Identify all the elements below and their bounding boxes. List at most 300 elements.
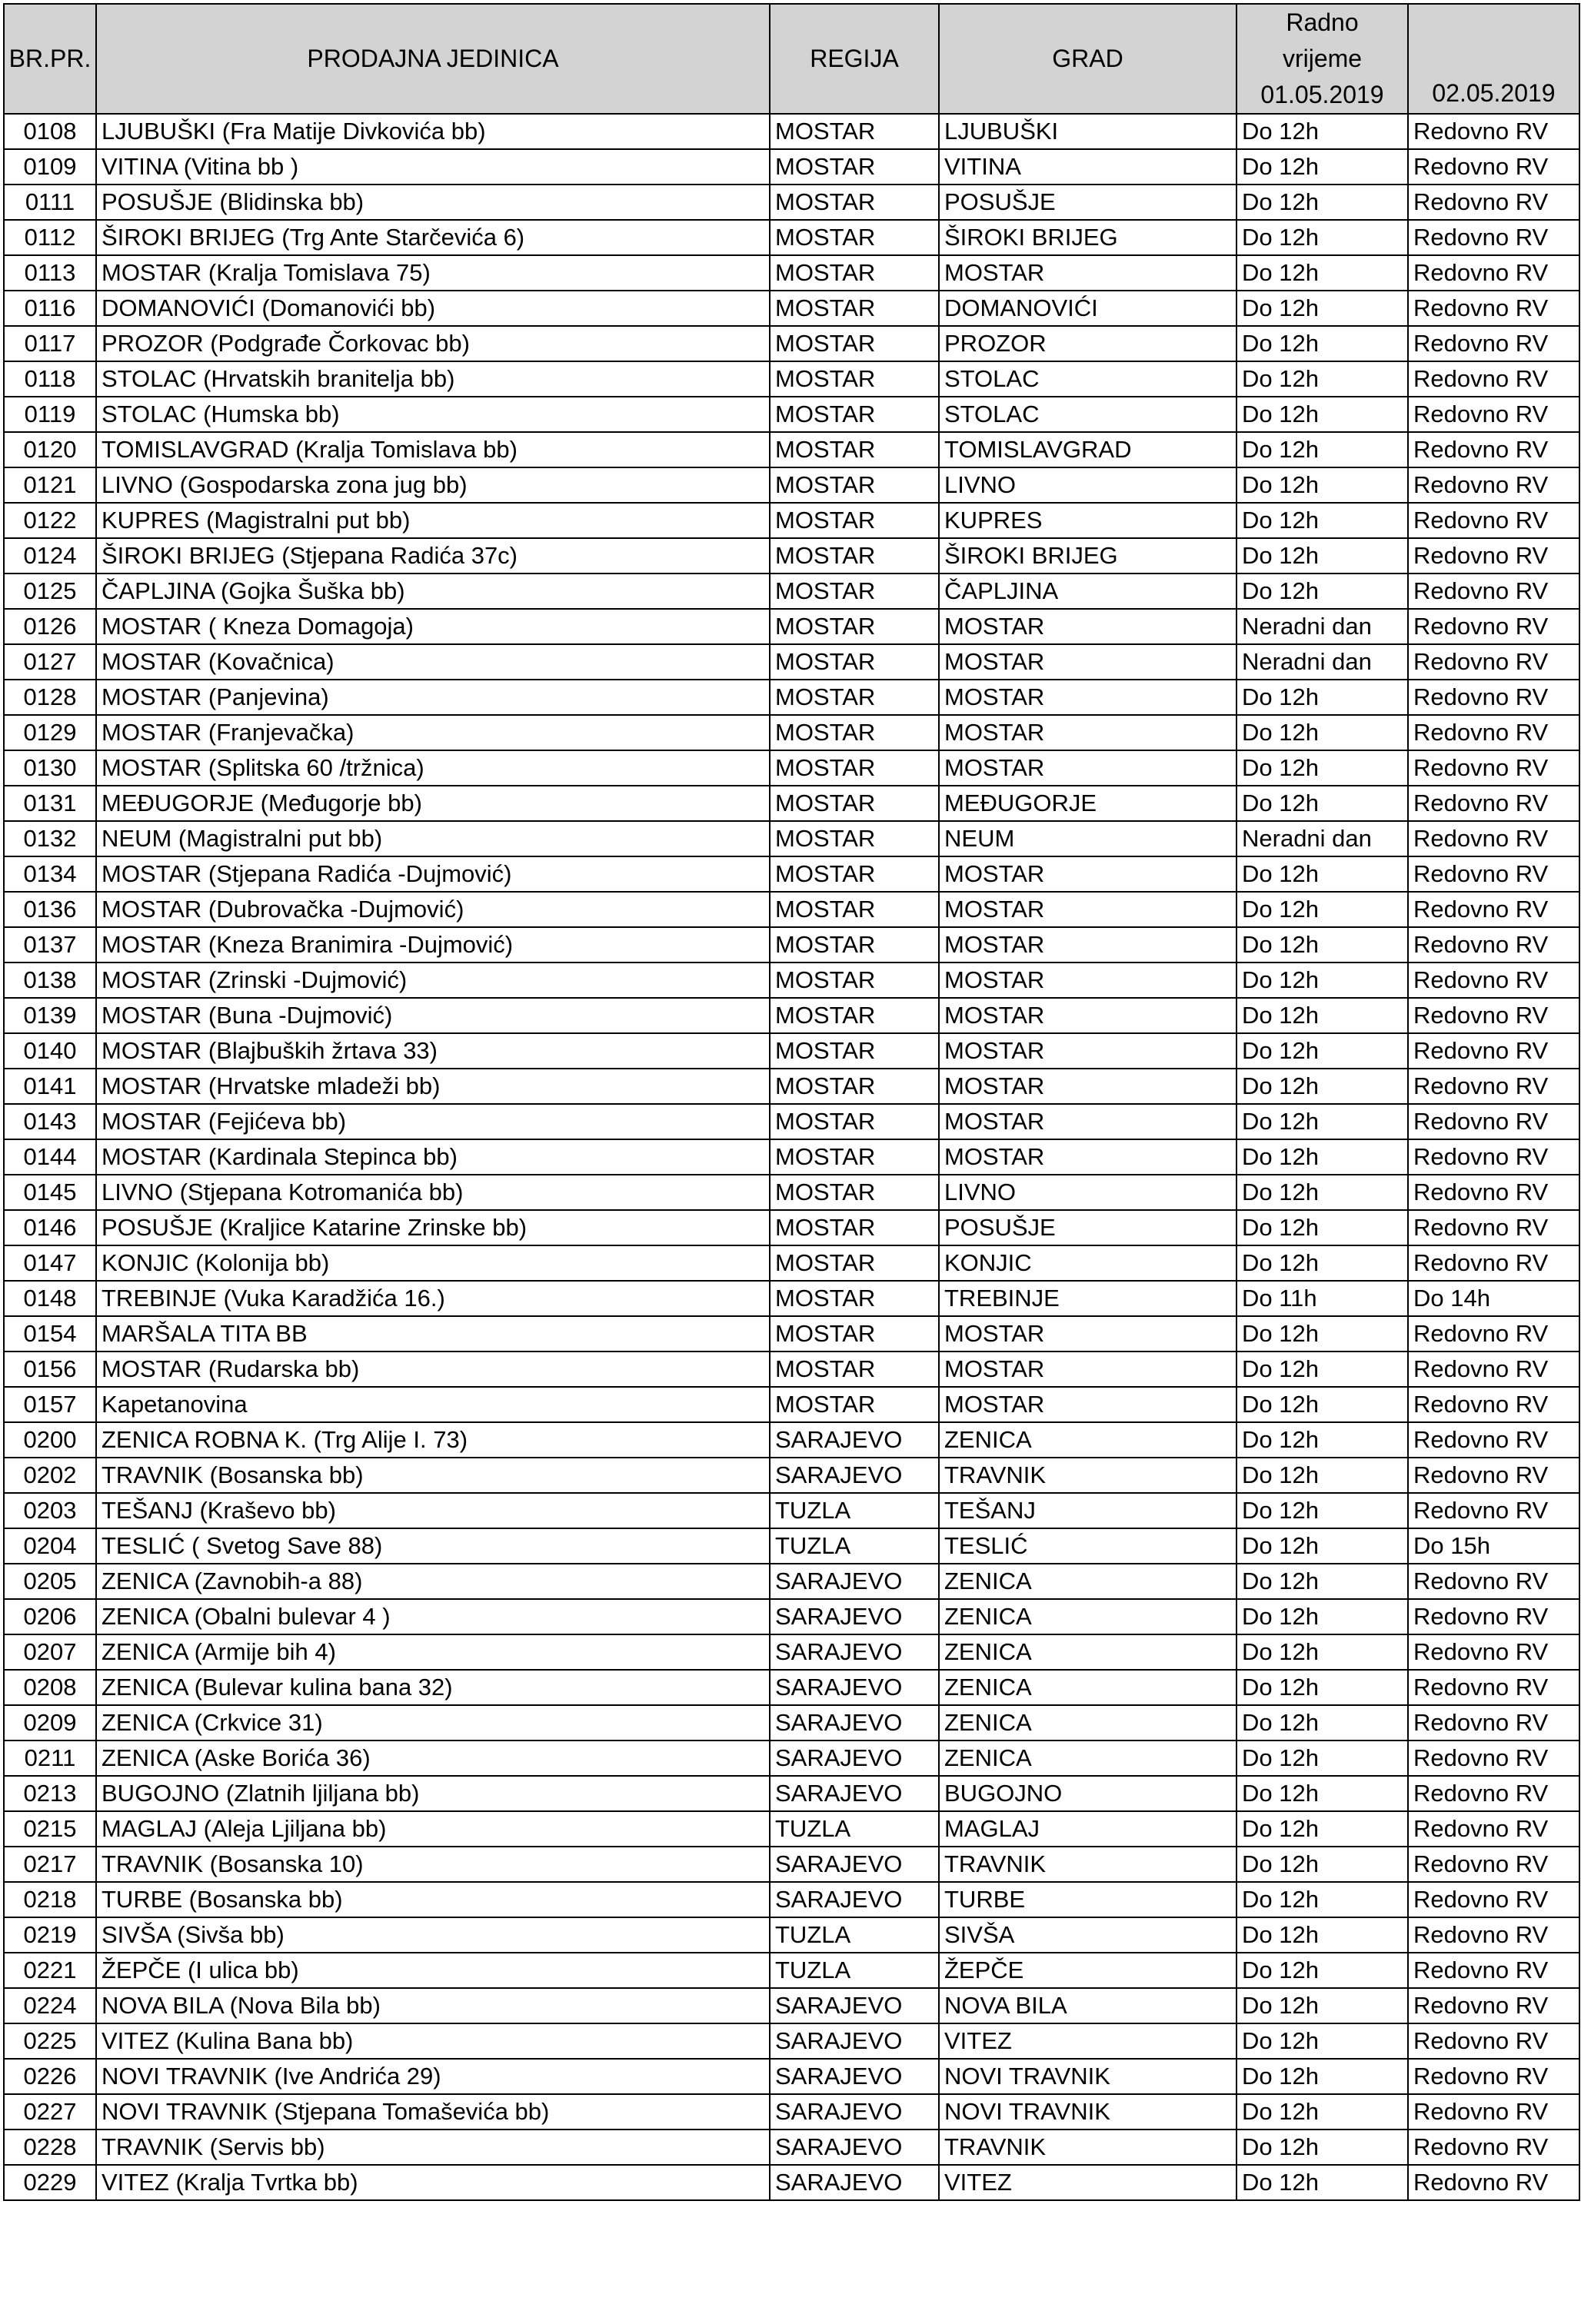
table-row	[4, 786, 1579, 821]
table-row	[4, 361, 1579, 397]
cell-sales-unit: ZENICA (Crkvice 31)	[96, 1705, 770, 1741]
cell-hours-date2: Redovno RV	[1408, 574, 1579, 609]
cell-sales-unit: POSUŠJE (Kraljice Katarine Zrinske bb)	[96, 1210, 770, 1245]
cell-hours-date2: Redovno RV	[1408, 1245, 1579, 1281]
cell-hours-date1: Do 12h	[1237, 220, 1408, 255]
table-row	[4, 1917, 1579, 1953]
cell-hours-date1: Do 11h	[1237, 1281, 1408, 1316]
table-row	[4, 1741, 1579, 1776]
cell-hours-date2: Redovno RV	[1408, 1175, 1579, 1210]
table-row	[4, 1953, 1579, 1988]
cell-city: MOSTAR	[939, 750, 1237, 786]
cell-sales-unit: BUGOJNO (Zlatnih ljiljana bb)	[96, 1776, 770, 1811]
cell-hours-date1: Do 12h	[1237, 1493, 1408, 1528]
cell-hours-date1: Do 12h	[1237, 1670, 1408, 1705]
cell-hours-date2: Redovno RV	[1408, 1847, 1579, 1882]
cell-sales-unit: ŠIROKI BRIJEG (Trg Ante Starčevića 6)	[96, 220, 770, 255]
table-row	[4, 680, 1579, 715]
cell-hours-date1: Do 12h	[1237, 2059, 1408, 2094]
cell-hours-date2: Redovno RV	[1408, 220, 1579, 255]
cell-region: MOSTAR	[770, 220, 939, 255]
header-code: BR.PR.	[4, 4, 96, 114]
cell-code: 0134	[4, 856, 96, 892]
cell-hours-date1: Do 12h	[1237, 361, 1408, 397]
cell-city: KONJIC	[939, 1245, 1237, 1281]
table-row	[4, 1033, 1579, 1069]
cell-city: ČAPLJINA	[939, 574, 1237, 609]
cell-hours-date1: Neradni dan	[1237, 821, 1408, 856]
cell-sales-unit: LJUBUŠKI (Fra Matije Divkovića bb)	[96, 114, 770, 149]
cell-hours-date1: Do 12h	[1237, 1033, 1408, 1069]
cell-sales-unit: MOSTAR (Hrvatske mladeži bb)	[96, 1069, 770, 1104]
cell-region: SARAJEVO	[770, 1599, 939, 1634]
cell-hours-date1: Do 12h	[1237, 1882, 1408, 1917]
cell-city: MOSTAR	[939, 1387, 1237, 1422]
cell-city: ŽEPČE	[939, 1953, 1237, 1988]
cell-hours-date2: Redovno RV	[1408, 1069, 1579, 1104]
cell-region: MOSTAR	[770, 892, 939, 927]
cell-region: MOSTAR	[770, 715, 939, 750]
cell-sales-unit: TRAVNIK (Bosanska bb)	[96, 1458, 770, 1493]
cell-hours-date1: Do 12h	[1237, 1741, 1408, 1776]
table-header	[4, 4, 1579, 114]
cell-hours-date1: Do 12h	[1237, 574, 1408, 609]
table-row	[4, 1422, 1579, 1458]
cell-sales-unit: VITINA (Vitina bb )	[96, 149, 770, 185]
cell-hours-date1: Do 12h	[1237, 680, 1408, 715]
cell-region: MOSTAR	[770, 503, 939, 538]
cell-region: SARAJEVO	[770, 1564, 939, 1599]
header-row	[4, 4, 1579, 114]
cell-city: MOSTAR	[939, 927, 1237, 963]
cell-region: TUZLA	[770, 1811, 939, 1847]
cell-region: MOSTAR	[770, 1352, 939, 1387]
table-row	[4, 856, 1579, 892]
cell-city: MOSTAR	[939, 856, 1237, 892]
cell-code: 0221	[4, 1953, 96, 1988]
cell-hours-date2: Redovno RV	[1408, 1210, 1579, 1245]
table-row	[4, 1352, 1579, 1387]
cell-hours-date2: Redovno RV	[1408, 1493, 1579, 1528]
cell-code: 0205	[4, 1564, 96, 1599]
cell-code: 0146	[4, 1210, 96, 1245]
cell-hours-date2: Redovno RV	[1408, 361, 1579, 397]
cell-code: 0113	[4, 255, 96, 291]
cell-region: TUZLA	[770, 1917, 939, 1953]
cell-sales-unit: MARŠALA TITA BB	[96, 1316, 770, 1352]
cell-hours-date1: Do 12h	[1237, 114, 1408, 149]
cell-hours-date2: Redovno RV	[1408, 538, 1579, 574]
cell-code: 0203	[4, 1493, 96, 1528]
cell-city: PROZOR	[939, 326, 1237, 361]
cell-city: ZENICA	[939, 1422, 1237, 1458]
cell-city: TOMISLAVGRAD	[939, 432, 1237, 467]
cell-region: MOSTAR	[770, 326, 939, 361]
cell-city: POSUŠJE	[939, 185, 1237, 220]
cell-hours-date2: Redovno RV	[1408, 786, 1579, 821]
cell-region: MOSTAR	[770, 1281, 939, 1316]
cell-city: POSUŠJE	[939, 1210, 1237, 1245]
cell-sales-unit: LIVNO (Gospodarska zona jug bb)	[96, 467, 770, 503]
table-row	[4, 326, 1579, 361]
cell-code: 0131	[4, 786, 96, 821]
cell-code: 0137	[4, 927, 96, 963]
table-row	[4, 1670, 1579, 1705]
cell-city: VITINA	[939, 149, 1237, 185]
cell-city: ŠIROKI BRIJEG	[939, 220, 1237, 255]
cell-hours-date1: Do 12h	[1237, 1528, 1408, 1564]
cell-city: MOSTAR	[939, 1069, 1237, 1104]
cell-sales-unit: TESLIĆ ( Svetog Save 88)	[96, 1528, 770, 1564]
cell-hours-date2: Redovno RV	[1408, 1741, 1579, 1776]
cell-hours-date1: Do 12h	[1237, 538, 1408, 574]
cell-region: MOSTAR	[770, 680, 939, 715]
cell-code: 0213	[4, 1776, 96, 1811]
cell-city: BUGOJNO	[939, 1776, 1237, 1811]
table-row	[4, 750, 1579, 786]
cell-hours-date2: Redovno RV	[1408, 644, 1579, 680]
cell-hours-date1: Do 12h	[1237, 397, 1408, 432]
cell-code: 0157	[4, 1387, 96, 1422]
table-row	[4, 998, 1579, 1033]
cell-hours-date2: Redovno RV	[1408, 1033, 1579, 1069]
cell-code: 0145	[4, 1175, 96, 1210]
cell-code: 0208	[4, 1670, 96, 1705]
cell-sales-unit: SIVŠA (Sivša bb)	[96, 1917, 770, 1953]
cell-hours-date2: Redovno RV	[1408, 680, 1579, 715]
cell-code: 0116	[4, 291, 96, 326]
cell-city: VITEZ	[939, 2023, 1237, 2059]
cell-hours-date2: Redovno RV	[1408, 1422, 1579, 1458]
cell-city: DOMANOVIĆI	[939, 291, 1237, 326]
cell-code: 0127	[4, 644, 96, 680]
cell-region: MOSTAR	[770, 361, 939, 397]
cell-hours-date1: Do 12h	[1237, 185, 1408, 220]
cell-hours-date1: Do 12h	[1237, 1422, 1408, 1458]
cell-code: 0147	[4, 1245, 96, 1281]
cell-hours-date1: Do 12h	[1237, 1139, 1408, 1175]
cell-sales-unit: MOSTAR (Kovačnica)	[96, 644, 770, 680]
table-row	[4, 1104, 1579, 1139]
cell-region: MOSTAR	[770, 750, 939, 786]
working-hours-table	[3, 3, 1580, 2201]
table-row	[4, 503, 1579, 538]
cell-hours-date2: Redovno RV	[1408, 1104, 1579, 1139]
cell-code: 0112	[4, 220, 96, 255]
cell-hours-date2: Redovno RV	[1408, 2130, 1579, 2165]
table-row	[4, 467, 1579, 503]
cell-city: LIVNO	[939, 467, 1237, 503]
cell-hours-date2: Redovno RV	[1408, 432, 1579, 467]
cell-city: MOSTAR	[939, 892, 1237, 927]
cell-sales-unit: KUPRES (Magistralni put bb)	[96, 503, 770, 538]
table-row	[4, 609, 1579, 644]
cell-sales-unit: VITEZ (Kralja Tvrtka bb)	[96, 2165, 770, 2200]
cell-region: SARAJEVO	[770, 2059, 939, 2094]
table-row	[4, 220, 1579, 255]
cell-hours-date1: Do 12h	[1237, 1705, 1408, 1741]
cell-region: MOSTAR	[770, 149, 939, 185]
cell-hours-date2: Redovno RV	[1408, 1387, 1579, 1422]
cell-sales-unit: MOSTAR (Panjevina)	[96, 680, 770, 715]
cell-sales-unit: NOVI TRAVNIK (Stjepana Tomaševića bb)	[96, 2094, 770, 2130]
table-row	[4, 1316, 1579, 1352]
cell-city: TURBE	[939, 1882, 1237, 1917]
cell-hours-date2: Redovno RV	[1408, 1458, 1579, 1493]
cell-hours-date1: Do 12h	[1237, 1069, 1408, 1104]
cell-code: 0120	[4, 432, 96, 467]
cell-code: 0117	[4, 326, 96, 361]
cell-hours-date2: Redovno RV	[1408, 1811, 1579, 1847]
cell-sales-unit: MOSTAR (Franjevačka)	[96, 715, 770, 750]
cell-hours-date2: Redovno RV	[1408, 1917, 1579, 1953]
cell-region: MOSTAR	[770, 927, 939, 963]
cell-hours-date1: Do 12h	[1237, 1175, 1408, 1210]
cell-hours-date2: Redovno RV	[1408, 892, 1579, 927]
cell-hours-date2: Redovno RV	[1408, 856, 1579, 892]
cell-city: MOSTAR	[939, 1033, 1237, 1069]
table-row	[4, 1882, 1579, 1917]
cell-code: 0156	[4, 1352, 96, 1387]
cell-hours-date1: Do 12h	[1237, 786, 1408, 821]
cell-region: SARAJEVO	[770, 1741, 939, 1776]
cell-hours-date2: Redovno RV	[1408, 1564, 1579, 1599]
table-row	[4, 892, 1579, 927]
cell-sales-unit: MOSTAR (Stjepana Radića -Dujmović)	[96, 856, 770, 892]
cell-hours-date1: Do 12h	[1237, 326, 1408, 361]
cell-region: MOSTAR	[770, 397, 939, 432]
cell-sales-unit: NEUM (Magistralni put bb)	[96, 821, 770, 856]
header-radno-line2: vrijeme	[1282, 45, 1363, 72]
cell-hours-date2: Redovno RV	[1408, 1316, 1579, 1352]
cell-region: MOSTAR	[770, 821, 939, 856]
cell-sales-unit: ZENICA (Bulevar kulina bana 32)	[96, 1670, 770, 1705]
cell-region: TUZLA	[770, 1493, 939, 1528]
cell-region: SARAJEVO	[770, 1670, 939, 1705]
cell-sales-unit: LIVNO (Stjepana Kotromanića bb)	[96, 1175, 770, 1210]
header-radno-line1: Radno	[1286, 8, 1359, 36]
cell-city: TEŠANJ	[939, 1493, 1237, 1528]
cell-hours-date1: Do 12h	[1237, 2094, 1408, 2130]
cell-hours-date1: Do 12h	[1237, 432, 1408, 467]
cell-hours-date2: Redovno RV	[1408, 2094, 1579, 2130]
cell-hours-date1: Do 12h	[1237, 1316, 1408, 1352]
cell-code: 0207	[4, 1634, 96, 1670]
table-row	[4, 2059, 1579, 2094]
cell-city: MOSTAR	[939, 680, 1237, 715]
cell-region: MOSTAR	[770, 856, 939, 892]
cell-hours-date2: Do 14h	[1408, 1281, 1579, 1316]
cell-region: MOSTAR	[770, 114, 939, 149]
cell-region: SARAJEVO	[770, 1634, 939, 1670]
cell-sales-unit: NOVA BILA (Nova Bila bb)	[96, 1988, 770, 2023]
cell-code: 0124	[4, 538, 96, 574]
table-row	[4, 644, 1579, 680]
cell-region: MOSTAR	[770, 538, 939, 574]
cell-city: TRAVNIK	[939, 2130, 1237, 2165]
table-row	[4, 255, 1579, 291]
table-row	[4, 1281, 1579, 1316]
cell-code: 0125	[4, 574, 96, 609]
cell-region: MOSTAR	[770, 432, 939, 467]
header-date1: 01.05.2019	[1260, 81, 1384, 108]
cell-code: 0109	[4, 149, 96, 185]
cell-code: 0200	[4, 1422, 96, 1458]
table-row	[4, 963, 1579, 998]
cell-hours-date1: Do 12h	[1237, 1564, 1408, 1599]
cell-code: 0129	[4, 715, 96, 750]
cell-code: 0209	[4, 1705, 96, 1741]
cell-code: 0136	[4, 892, 96, 927]
cell-hours-date2: Redovno RV	[1408, 2059, 1579, 2094]
cell-region: MOSTAR	[770, 963, 939, 998]
table-row	[4, 1988, 1579, 2023]
cell-city: ZENICA	[939, 1634, 1237, 1670]
cell-city: LJUBUŠKI	[939, 114, 1237, 149]
table-row	[4, 2165, 1579, 2200]
cell-code: 0122	[4, 503, 96, 538]
cell-hours-date2: Redovno RV	[1408, 1352, 1579, 1387]
cell-hours-date2: Redovno RV	[1408, 114, 1579, 149]
cell-region: MOSTAR	[770, 1033, 939, 1069]
table-row	[4, 1705, 1579, 1741]
table-row	[4, 397, 1579, 432]
cell-hours-date1: Do 12h	[1237, 1245, 1408, 1281]
cell-code: 0143	[4, 1104, 96, 1139]
cell-hours-date2: Redovno RV	[1408, 503, 1579, 538]
cell-sales-unit: MOSTAR (Kralja Tomislava 75)	[96, 255, 770, 291]
table-row	[4, 1776, 1579, 1811]
cell-code: 0139	[4, 998, 96, 1033]
cell-region: MOSTAR	[770, 255, 939, 291]
cell-code: 0148	[4, 1281, 96, 1316]
cell-sales-unit: VITEZ (Kulina Bana bb)	[96, 2023, 770, 2059]
cell-hours-date1: Do 12h	[1237, 750, 1408, 786]
cell-region: MOSTAR	[770, 1069, 939, 1104]
cell-region: MOSTAR	[770, 786, 939, 821]
cell-city: MOSTAR	[939, 1104, 1237, 1139]
cell-hours-date1: Do 12h	[1237, 503, 1408, 538]
cell-city: MOSTAR	[939, 715, 1237, 750]
cell-region: MOSTAR	[770, 644, 939, 680]
cell-code: 0229	[4, 2165, 96, 2200]
cell-hours-date1: Do 12h	[1237, 1458, 1408, 1493]
cell-hours-date2: Redovno RV	[1408, 609, 1579, 644]
cell-hours-date2: Redovno RV	[1408, 2165, 1579, 2200]
cell-region: MOSTAR	[770, 1387, 939, 1422]
cell-city: TESLIĆ	[939, 1528, 1237, 1564]
cell-code: 0202	[4, 1458, 96, 1493]
cell-hours-date2: Redovno RV	[1408, 1670, 1579, 1705]
cell-sales-unit: MOSTAR (Rudarska bb)	[96, 1352, 770, 1387]
cell-sales-unit: TURBE (Bosanska bb)	[96, 1882, 770, 1917]
cell-region: MOSTAR	[770, 609, 939, 644]
cell-code: 0144	[4, 1139, 96, 1175]
cell-hours-date1: Do 12h	[1237, 1104, 1408, 1139]
cell-hours-date1: Do 12h	[1237, 2130, 1408, 2165]
cell-sales-unit: Kapetanovina	[96, 1387, 770, 1422]
table-row	[4, 574, 1579, 609]
cell-code: 0118	[4, 361, 96, 397]
cell-region: MOSTAR	[770, 185, 939, 220]
cell-hours-date1: Do 12h	[1237, 467, 1408, 503]
cell-code: 0141	[4, 1069, 96, 1104]
cell-code: 0206	[4, 1599, 96, 1634]
cell-code: 0126	[4, 609, 96, 644]
cell-city: MOSTAR	[939, 1139, 1237, 1175]
cell-hours-date1: Do 12h	[1237, 715, 1408, 750]
cell-code: 0219	[4, 1917, 96, 1953]
cell-city: MOSTAR	[939, 609, 1237, 644]
cell-sales-unit: ZENICA (Obalni bulevar 4 )	[96, 1599, 770, 1634]
cell-code: 0119	[4, 397, 96, 432]
cell-hours-date2: Redovno RV	[1408, 1953, 1579, 1988]
table-row	[4, 1528, 1579, 1564]
cell-city: TRAVNIK	[939, 1847, 1237, 1882]
cell-hours-date1: Do 12h	[1237, 1599, 1408, 1634]
table-row	[4, 2094, 1579, 2130]
table-row	[4, 114, 1579, 149]
cell-sales-unit: MOSTAR (Kneza Branimira -Dujmović)	[96, 927, 770, 963]
cell-code: 0140	[4, 1033, 96, 1069]
cell-hours-date2: Redovno RV	[1408, 1776, 1579, 1811]
cell-sales-unit: TEŠANJ (Kraševo bb)	[96, 1493, 770, 1528]
cell-hours-date1: Do 12h	[1237, 1953, 1408, 1988]
header-sales-unit: PRODAJNA JEDINICA	[96, 4, 770, 114]
cell-region: TUZLA	[770, 1953, 939, 1988]
cell-region: SARAJEVO	[770, 2023, 939, 2059]
cell-city: ZENICA	[939, 1599, 1237, 1634]
table-row	[4, 1245, 1579, 1281]
table-row	[4, 1210, 1579, 1245]
cell-sales-unit: MAGLAJ (Aleja Ljiljana bb)	[96, 1811, 770, 1847]
table-row	[4, 927, 1579, 963]
cell-region: MOSTAR	[770, 1104, 939, 1139]
table-row	[4, 715, 1579, 750]
cell-code: 0111	[4, 185, 96, 220]
table-row	[4, 1387, 1579, 1422]
cell-code: 0121	[4, 467, 96, 503]
cell-hours-date2: Redovno RV	[1408, 2023, 1579, 2059]
table-row	[4, 149, 1579, 185]
header-region: REGIJA	[770, 4, 939, 114]
cell-hours-date1: Do 12h	[1237, 1210, 1408, 1245]
cell-hours-date2: Redovno RV	[1408, 291, 1579, 326]
cell-sales-unit: TRAVNIK (Servis bb)	[96, 2130, 770, 2165]
cell-city: NEUM	[939, 821, 1237, 856]
cell-city: MEĐUGORJE	[939, 786, 1237, 821]
table-row	[4, 2023, 1579, 2059]
cell-hours-date2: Redovno RV	[1408, 397, 1579, 432]
cell-city: ZENICA	[939, 1670, 1237, 1705]
table-row	[4, 185, 1579, 220]
cell-city: LIVNO	[939, 1175, 1237, 1210]
table-row	[4, 2130, 1579, 2165]
cell-hours-date1: Do 12h	[1237, 998, 1408, 1033]
cell-city: ŠIROKI BRIJEG	[939, 538, 1237, 574]
cell-city: MOSTAR	[939, 963, 1237, 998]
cell-region: SARAJEVO	[770, 1458, 939, 1493]
cell-hours-date1: Do 12h	[1237, 1352, 1408, 1387]
cell-hours-date2: Redovno RV	[1408, 1705, 1579, 1741]
cell-region: TUZLA	[770, 1528, 939, 1564]
cell-code: 0132	[4, 821, 96, 856]
cell-hours-date2: Redovno RV	[1408, 1139, 1579, 1175]
cell-hours-date1: Do 12h	[1237, 856, 1408, 892]
cell-city: KUPRES	[939, 503, 1237, 538]
cell-region: MOSTAR	[770, 467, 939, 503]
cell-hours-date2: Redovno RV	[1408, 1988, 1579, 2023]
